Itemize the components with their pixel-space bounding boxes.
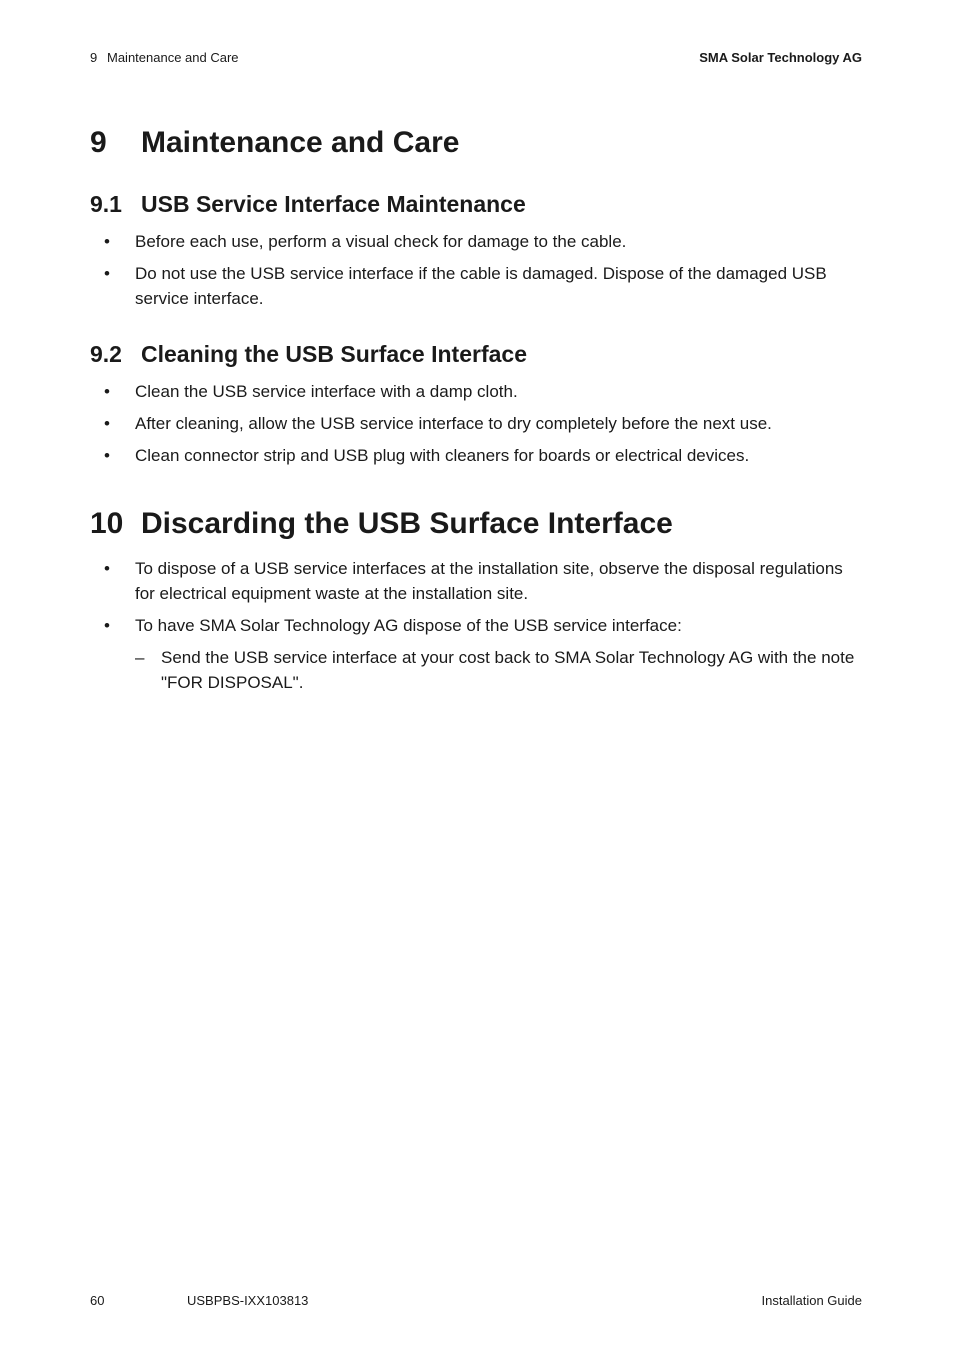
header-section-number: 9 <box>90 50 98 65</box>
section-9-1-heading <box>90 193 526 216</box>
list-item: • Do not use the USB service interface if the cable is damaged. Dispose of the damaged USB service interface. <box>90 261 865 311</box>
chapter-10-list <box>90 556 865 702</box>
chapter-9-title: Maintenance and Care <box>141 126 460 159</box>
list-item: • Clean connector strip and USB plug with cleaners for boards or electrical devices. <box>90 443 865 468</box>
list-item: • Clean the USB service interface with a damp cloth. <box>90 379 865 404</box>
chapter-9-number: 9 <box>90 126 107 159</box>
footer-doc-type: Installation Guide <box>761 1293 862 1308</box>
chapter-10-heading <box>90 509 673 539</box>
section-9-2-list <box>90 379 865 475</box>
footer-doc-code: USBPBS-IXX103813 <box>187 1293 309 1308</box>
section-9-1-title: USB Service Interface Maintenance <box>141 191 526 217</box>
chapter-10-title: Discarding the USB Surface Interface <box>141 507 673 540</box>
chapter-10-number: 10 <box>90 507 124 540</box>
running-header-section <box>90 50 239 65</box>
list-item-text: To have SMA Solar Technology AG dispose of the USB service interface: <box>135 616 682 635</box>
chapter-9-heading <box>90 128 459 158</box>
header-company: SMA Solar Technology AG <box>699 50 862 65</box>
section-9-2-title: Cleaning the USB Surface Interface <box>141 341 527 367</box>
section-9-1-number: 9.1 <box>90 191 122 217</box>
list-item: • After cleaning, allow the USB service interface to dry completely before the next use. <box>90 411 865 436</box>
list-item: • To dispose of a USB service interfaces at the installation site, observe the disposal regulations for electrical equipment waste at the installation site. <box>90 556 865 606</box>
list-item <box>90 613 865 695</box>
section-9-1-list <box>90 229 865 318</box>
section-9-2-number: 9.2 <box>90 341 122 367</box>
section-9-2-heading <box>90 343 527 366</box>
list-item: • Before each use, perform a visual check for damage to the cable. <box>90 229 865 254</box>
header-section-title: Maintenance and Care <box>107 50 239 65</box>
footer-page-number: 60 <box>90 1293 105 1308</box>
chapter-10-sublist <box>135 645 865 695</box>
sub-list-item: – Send the USB service interface at your cost back to SMA Solar Technology AG with the note "FOR DISPOSAL". <box>135 645 865 695</box>
